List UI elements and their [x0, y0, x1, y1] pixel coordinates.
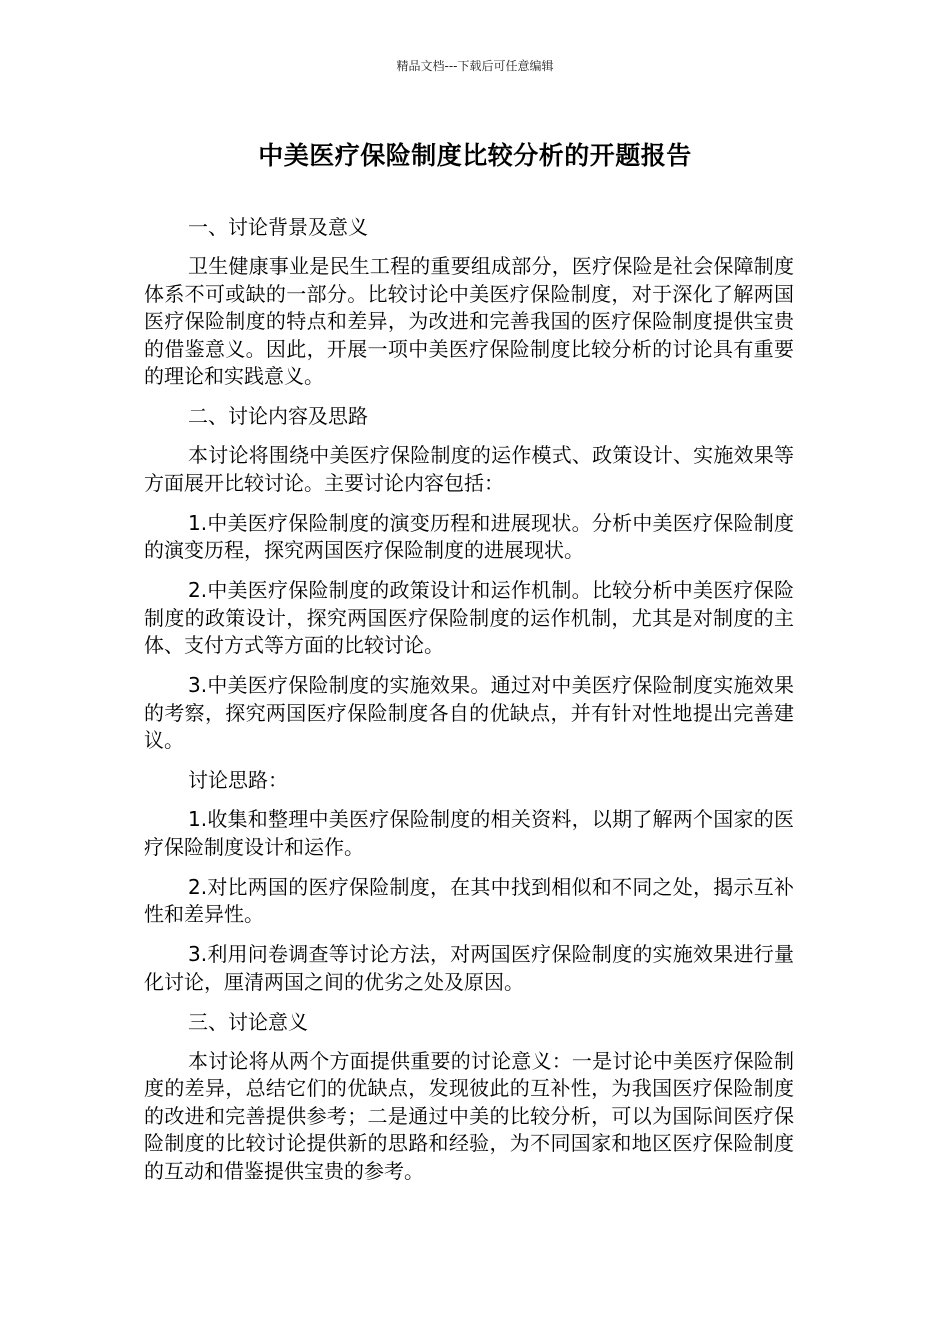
header-note: 精品文档---下载后可任意编辑 [396, 59, 554, 73]
section-heading-background: 一、讨论背景及意义 [188, 215, 368, 239]
section-heading-significance: 三、讨论意义 [188, 1009, 308, 1034]
document-body [144, 214, 794, 1198]
document-title: 中美医疗保险制度比较分析的开题报告 [258, 141, 692, 170]
approach-item-3: 3.利用问卷调查等讨论方法，对两国医疗保险制度的实施效果进行量化讨论，厘清两国之间的优劣之处及原因。 [144, 942, 794, 994]
content-item-1: 1.中美医疗保险制度的演变历程和进展现状。分析中美医疗保险制度的演变历程，探究两国医疗保险制度的进展现状。 [144, 510, 794, 562]
content-item-3: 3.中美医疗保险制度的实施效果。通过对中美医疗保险制度实施效果的考察，探究两国医疗保险制度各自的优缺点，并有针对性地提出完善建议。 [144, 673, 794, 752]
approach-item-2: 2.对比两国的医疗保险制度，在其中找到相似和不同之处，揭示互补性和差异性。 [144, 874, 794, 926]
paragraph-content-intro: 本讨论将围绕中美医疗保险制度的运作模式、政策设计、实施效果等方面展开比较讨论。主要讨论内容包括： [144, 443, 794, 495]
approach-heading: 讨论思路： [188, 768, 288, 792]
paragraph-significance: 本讨论将从两个方面提供重要的讨论意义：一是讨论中美医疗保险制度的差异，总结它们的优缺点，发现彼此的互补性，为我国医疗保险制度的改进和完善提供参考；二是通过中美的比较分析，可以为国际间医疗保险制度的比较讨论提供新的思路和经验，为不同国家和地区医疗保险制度的互动和借鉴提供宝贵的参考。 [144, 1048, 794, 1183]
section-heading-content: 二、讨论内容及思路 [188, 404, 368, 428]
paragraph-background: 卫生健康事业是民生工程的重要组成部分，医疗保险是社会保障制度体系不可或缺的一部分。比较讨论中美医疗保险制度，对于深化了解两国医疗保险制度的特点和差异，为改进和完善我国的医疗保险制度提供宝贵的借鉴意义。因此，开展一项中美医疗保险制度比较分析的讨论具有重要的理论和实践意义。 [144, 254, 794, 388]
approach-item-1: 1.收集和整理中美医疗保险制度的相关资料，以期了解两个国家的医疗保险制度设计和运作。 [144, 807, 794, 859]
content-item-2: 2.中美医疗保险制度的政策设计和运作机制。比较分析中美医疗保险制度的政策设计，探究两国医疗保险制度的运作机制，尤其是对制度的主体、支付方式等方面的比较讨论。 [144, 578, 794, 657]
